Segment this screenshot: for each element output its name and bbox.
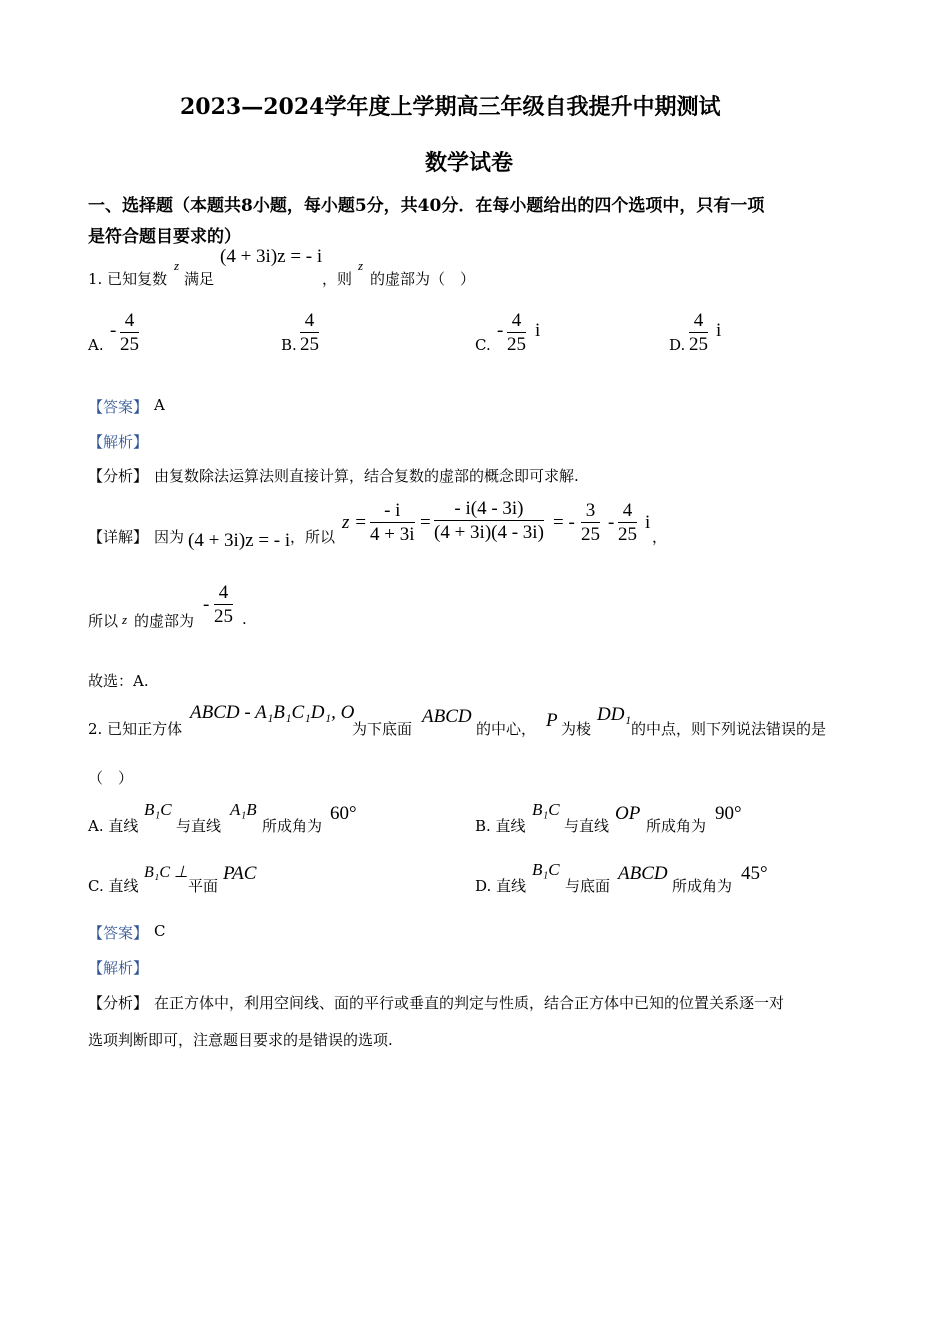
q1-fraction-3: $\frac{3}{25}$ <box>581 500 600 545</box>
option-plane: PAC <box>223 863 257 884</box>
q1-fraction-1: $\frac{- i}{4 + 3i}$ <box>370 500 415 545</box>
option-unit: i <box>535 320 541 341</box>
q2-answer: C <box>154 922 166 940</box>
q1-answer-tag: 【答案】 <box>88 398 149 416</box>
q1-conclusion-mid: 的虚部为 <box>134 612 195 630</box>
q2-mid3: 为棱 <box>561 720 592 738</box>
q1-eq-sign: = <box>420 512 431 533</box>
option-base: ABCD <box>618 863 668 884</box>
q2-suffix: 的中点，则下列说法错误的是 <box>631 720 827 738</box>
q1-unit-i: i <box>645 512 651 533</box>
option-value: 45° <box>741 863 768 884</box>
q1-fraction-2: $\frac{- i(4 - 3i)}{(4 + 3i)(4 - 3i)}$ <box>434 498 544 543</box>
option-mid: 与直线 <box>564 817 610 835</box>
option-mid: 与直线 <box>176 817 222 835</box>
q2-fenxi-tag: 【分析】 <box>88 994 149 1012</box>
option-line-1: B₁C ⊥ <box>144 864 188 881</box>
option-line-2: A₁B <box>230 800 257 819</box>
q1-prefix: 1. 已知复数 <box>88 270 168 288</box>
q1-then: ，则 <box>322 270 353 288</box>
q2-answer-tag: 【答案】 <box>88 924 149 942</box>
q1-detail-eq1: (4 + 3i)z = - i <box>188 530 291 551</box>
q2-mid2: 的中心， <box>476 720 537 738</box>
q1-choose: 故选：A. <box>88 672 149 690</box>
option-fraction: $\frac{4}{25}$ <box>689 310 708 355</box>
q1-minus: - <box>608 512 615 533</box>
q2-edge: DD₁ <box>597 704 632 725</box>
option-sign: - <box>497 320 504 341</box>
q2-paren: （ ） <box>88 769 134 787</box>
q2-base: ABCD <box>422 706 472 727</box>
option-prefix: A. 直线 <box>88 817 139 835</box>
q1-detail-so: ，所以 <box>290 528 336 546</box>
q2-fenxi-line1: 在正方体中，利用空间线、面的平行或垂直的判定与性质，结合正方体中已知的位置关系逐一对 <box>154 994 785 1012</box>
q1-equation: (4 + 3i)z = - i <box>220 246 323 267</box>
option-end: 所成角为 <box>262 817 323 835</box>
option-line-1: B₁C <box>532 860 560 879</box>
option-letter: C. <box>475 336 491 354</box>
option-mid: 与底面 <box>565 877 611 895</box>
option-fraction: $\frac{4}{25}$ <box>120 310 139 355</box>
q2-fenxi-line2: 选项判断即可，注意题目要求的是错误的选项. <box>88 1031 393 1049</box>
option-line-2: OP <box>615 803 641 824</box>
q1-mid: 满足 <box>184 270 215 288</box>
option-letter: B. <box>281 336 297 354</box>
option-sign: - <box>110 320 117 341</box>
section-heading-line2: 是符合题目要求的） <box>88 227 241 247</box>
q1-comma: ， <box>652 528 668 546</box>
q1-fraction-4: $\frac{4}{25}$ <box>618 500 637 545</box>
option-prefix: C. 直线 <box>88 877 139 895</box>
q1-detail-tag: 【详解】 <box>88 528 149 546</box>
q1-conclusion-sign: - <box>203 594 210 615</box>
option-end: 所成角为 <box>646 817 707 835</box>
option-prefix: B. 直线 <box>475 817 526 835</box>
page-title: 2023—2024学年度上学期高三年级自我提升中期测试 <box>180 94 721 120</box>
option-end: 所成角为 <box>672 877 733 895</box>
option-line-1: B₁C <box>532 800 560 819</box>
q1-var-z-2: z <box>358 258 364 273</box>
q2-mid1: 为下底面 <box>352 720 413 738</box>
option-letter: A. <box>88 336 104 354</box>
section-heading-line1: 一、选择题（本题共8小题，每小题5分，共40分．在每小题给出的四个选项中，只有一项 <box>88 196 765 216</box>
q1-fenxi-tag: 【分析】 <box>88 467 149 485</box>
q1-conclusion-prefix: 所以 <box>88 612 119 630</box>
q1-fenxi: 由复数除法运算法则直接计算，结合复数的虚部的概念即可求解. <box>154 467 579 485</box>
option-letter: D. <box>669 336 686 354</box>
q1-suffix: 的虚部为（ ） <box>370 270 476 288</box>
option-value: 60° <box>330 803 357 824</box>
q1-conclusion-period: . <box>242 610 247 628</box>
page-subtitle: 数学试卷 <box>425 150 514 176</box>
q1-answer: A <box>154 396 165 414</box>
option-unit: i <box>716 320 722 341</box>
q2-cube: ABCD - A₁B₁C₁D₁, O <box>190 702 355 723</box>
option-line-1: B₁C <box>144 800 172 819</box>
q1-conclusion-z: z <box>122 612 128 627</box>
q1-detail-because: 因为 <box>154 528 185 546</box>
option-fraction: $\frac{4}{25}$ <box>507 310 526 355</box>
q1-var-z: z <box>174 258 180 273</box>
q1-analysis-tag: 【解析】 <box>88 433 149 451</box>
q2-p: P <box>546 710 558 731</box>
q1-conclusion-fraction: $\frac{4}{25}$ <box>214 582 233 627</box>
q1-eq-minus: = - <box>553 512 575 533</box>
option-value: 90° <box>715 803 742 824</box>
option-fraction: $\frac{4}{25}$ <box>300 310 319 355</box>
q2-analysis-tag: 【解析】 <box>88 959 149 977</box>
option-prefix: D. 直线 <box>475 877 527 895</box>
q2-prefix: 2. 已知正方体 <box>88 720 183 738</box>
option-mid: 平面 <box>188 877 219 895</box>
q1-detail-z: z = <box>342 512 367 533</box>
